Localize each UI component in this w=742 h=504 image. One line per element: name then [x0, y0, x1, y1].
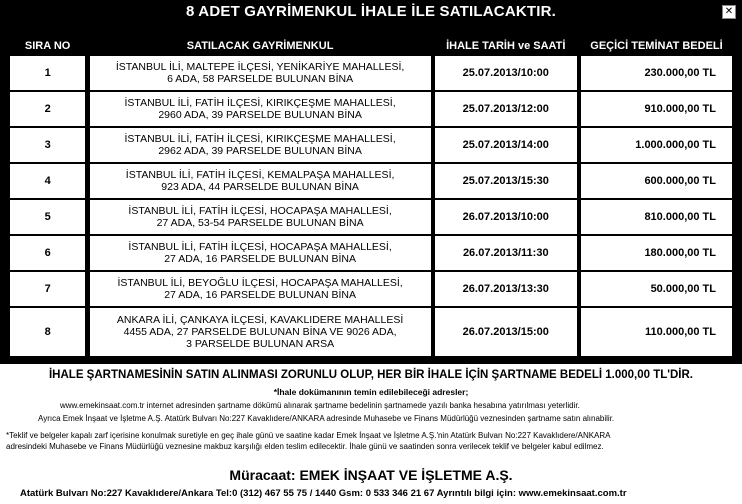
property-cell: İSTANBUL İLİ, FATİH İLÇESİ, KEMALPAŞA MAHALLESİ, 923 ADA, 44 PARSELDE BULUNAN BİNA: [90, 164, 431, 198]
deposit-amount: 50.000,00 TL: [581, 272, 732, 306]
row-number: 7: [10, 272, 85, 306]
row-number: 6: [10, 236, 85, 270]
table-row: [10, 56, 732, 90]
website-note: www.emekinsaat.com.tr internet adresinden şartname dökümü alınarak şartname bedelinin şartnamede yazılı banka hesabına yatırılması yeterlidir.: [60, 401, 580, 410]
page-title: 8 ADET GAYRİMENKUL İHALE İLE SATILACAKTIR.: [185, 3, 557, 20]
auction-date: 26.07.2013/11:30: [435, 236, 577, 270]
property-cell: İSTANBUL İLİ, BEYOĞLU İLÇESİ, HOCAPAŞA MAHALLESİ, 27 ADA, 16 PARSELDE BULUNAN BİNA: [90, 272, 431, 306]
table-row: [10, 272, 732, 306]
property-cell: İSTANBUL İLİ, FATİH İLÇESİ, HOCAPAŞA MAHALLESİ, 27 ADA, 16 PARSELDE BULUNAN BİNA: [90, 236, 431, 270]
application-heading: Müracaat: EMEK İNŞAAT VE İŞLETME A.Ş.: [229, 467, 513, 483]
auction-date: 25.07.2013/12:00: [435, 92, 577, 126]
submission-note: *Teklif ve belgeler kapalı zarf içerisine konulmak suretiyle en geç ihale günü ve saatine kadar Emek İnşaat ve İşletme A.Ş.'nin Atatürk Bulvarı No:227 Kavaklıdere/ANKARA adresindeki Muhasebe ve Finans Müdürlüğü veznesine makbuz karşılığı elden teslim edilecektir. İhale günü ve saatinden sonra verilecek teklif ve belgeler kabul edilmez.: [6, 431, 611, 451]
document-addresses-heading: *İhale dokümanının temin edilebileceği adresler;: [273, 387, 469, 397]
row-number: 5: [10, 200, 85, 234]
specification-fee-note: İHALE ŞARTNAMESİNİN SATIN ALINMASI ZORUNLU OLUP, HER BİR İHALE İÇİN ŞARTNAME BEDELİ 1.000,00 TL'DİR.: [48, 369, 693, 381]
auction-date: 25.07.2013/14:00: [435, 128, 577, 162]
auction-date: 26.07.2013/13:30: [435, 272, 577, 306]
table-row: [10, 128, 732, 162]
auction-date: 25.07.2013/15:30: [435, 164, 577, 198]
table-row: [10, 92, 732, 126]
row-number: 1: [10, 56, 85, 90]
deposit-amount: 1.000.000,00 TL: [581, 128, 732, 162]
property-cell: İSTANBUL İLİ, FATİH İLÇESİ, KIRIKÇEŞME MAHALLESİ, 2960 ADA, 39 PARSELDE BULUNAN BİNA: [90, 92, 431, 126]
deposit-amount: 110.000,00 TL: [581, 308, 732, 356]
table-row: [10, 164, 732, 198]
property-cell: İSTANBUL İLİ, FATİH İLÇESİ, KIRIKÇEŞME MAHALLESİ, 2962 ADA, 39 PARSELDE BULUNAN BİNA: [90, 128, 431, 162]
auction-date: 26.07.2013/10:00: [435, 200, 577, 234]
table-row: [10, 236, 732, 270]
close-icon[interactable]: ✕: [722, 5, 736, 19]
header-date: İHALE TARİH ve SAATİ: [446, 40, 566, 52]
row-number: 2: [10, 92, 85, 126]
contact-line: Atatürk Bulvarı No:227 Kavaklıdere/Ankara Tel:0 (312) 467 55 75 / 1440 Gsm: 0 533 346 21 67 Ayrıntılı bilgi için: www.emekinsaat.com.tr: [20, 488, 627, 499]
row-number: 8: [10, 308, 85, 356]
office-note: Ayrıca Emek İnşaat ve İşletme A.Ş. Atatürk Bulvarı No:227 Kavaklıdere/ANKARA adresinde Muhasebe ve Finans Müdürlüğü veznesinden şartname satın alınabilir.: [38, 414, 615, 423]
deposit-amount: 230.000,00 TL: [581, 56, 732, 90]
header-property: SATILACAK GAYRİMENKUL: [186, 40, 334, 52]
auction-date: 25.07.2013/10:00: [435, 56, 577, 90]
table-row: [10, 308, 732, 356]
deposit-amount: 600.000,00 TL: [581, 164, 732, 198]
property-cell: ANKARA İLİ, ÇANKAYA İLÇESİ, KAVAKLIDERE MAHALLESİ 4455 ADA, 27 PARSELDE BULUNAN BİNA VE 9026 ADA, 3 PARSELDE BULUNAN ARSA: [90, 308, 431, 356]
row-number: 4: [10, 164, 85, 198]
property-cell: İSTANBUL İLİ, FATİH İLÇESİ, HOCAPAŞA MAHALLESİ, 27 ADA, 53-54 PARSELDE BULUNAN BİNA: [90, 200, 431, 234]
header-sira-no: SIRA NO: [24, 40, 71, 52]
deposit-amount: 910.000,00 TL: [581, 92, 732, 126]
row-number: 3: [10, 128, 85, 162]
property-cell: İSTANBUL İLİ, MALTEPE İLÇESİ, YENİKARİYE MAHALLESİ, 6 ADA, 58 PARSELDE BULUNAN BİNA: [90, 56, 431, 90]
auction-date: 26.07.2013/15:00: [435, 308, 577, 356]
deposit-amount: 180.000,00 TL: [581, 236, 732, 270]
property-table: [10, 36, 732, 358]
header-amount: GEÇİCİ TEMİNAT BEDELİ: [590, 40, 723, 52]
deposit-amount: 810.000,00 TL: [581, 200, 732, 234]
table-row: [10, 200, 732, 234]
table-header-row: [10, 38, 732, 54]
